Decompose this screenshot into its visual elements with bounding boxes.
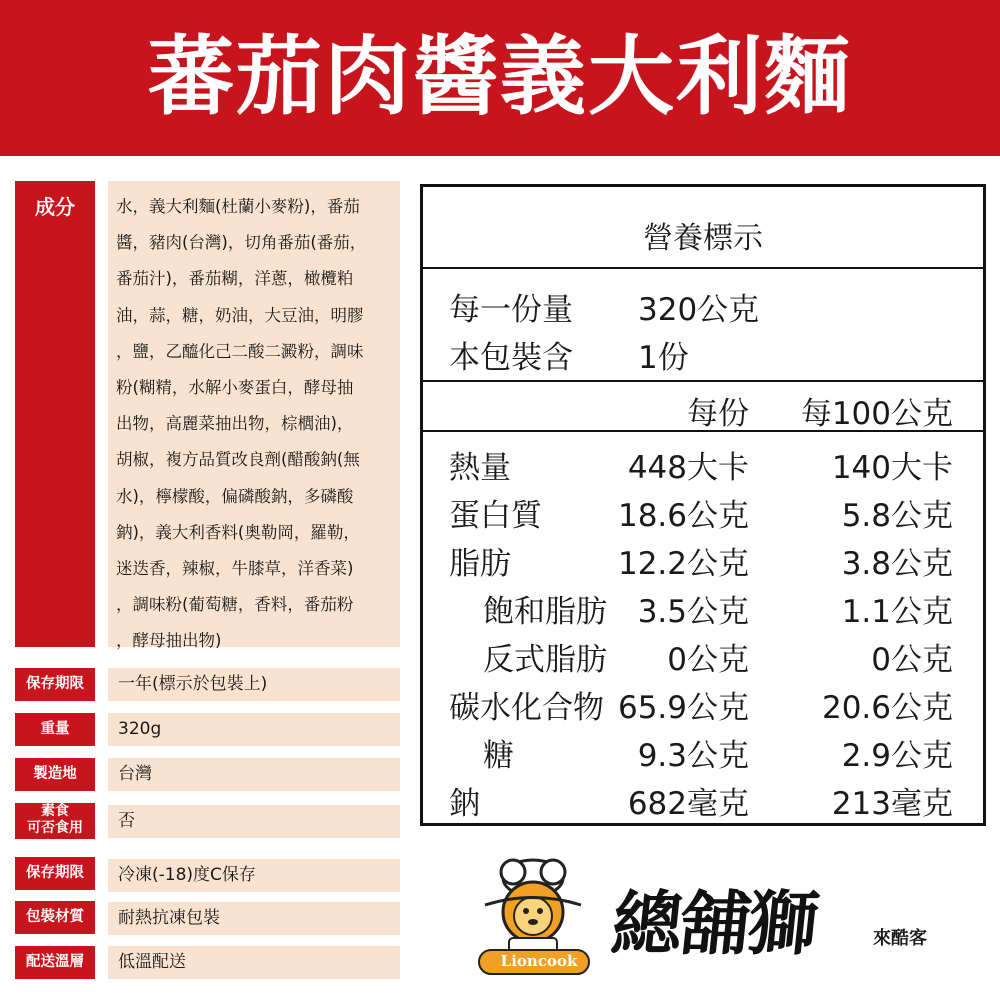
vegetarian-label-line1: 素食 (41, 803, 69, 819)
ingredients-line: 粉(糊精，水解小麥蛋白，酵母抽 (116, 378, 354, 398)
weight-value: 320g (108, 713, 400, 746)
ingredients-line: 番茄汁)，番茄糊，洋蔥，橄欖粕 (116, 269, 354, 289)
nutrient-name: 熱量 (449, 450, 511, 486)
nutrient-per-100g: 20.6公克 (821, 690, 953, 726)
nutrient-per-serving: 448大卡 (627, 450, 749, 486)
weight-label: 重量 (15, 713, 95, 746)
divider (423, 267, 983, 269)
ingredients-line: 油，蒜，糖，奶油，大豆油，明膠 (116, 305, 364, 325)
ingredients-label-text: 成分 (35, 195, 75, 219)
nutrient-name: 碳水化合物 (449, 690, 604, 726)
ingredients-line: ，調味粉(葡萄糖，香料，番茄粉 (116, 595, 354, 615)
col-per-100g: 每100公克 (800, 396, 953, 432)
storage-label: 保存期限 (15, 857, 95, 890)
package-value: 1份 (638, 340, 689, 376)
nutrient-per-100g: 0公克 (871, 642, 953, 678)
nutrient-name: 飽和脂肪 (483, 594, 607, 630)
nutrient-per-serving: 12.2公克 (617, 546, 749, 582)
nutrient-name: 蛋白質 (449, 498, 542, 534)
shelf-life-label: 保存期限 (15, 668, 95, 701)
nutrient-per-100g: 2.9公克 (841, 738, 953, 774)
ingredients-line: 胡椒，複方品質改良劑(醋酸鈉(無 (116, 450, 360, 470)
nutrient-per-serving: 65.9公克 (617, 690, 749, 726)
nutrient-per-100g: 1.1公克 (841, 594, 953, 630)
ingredients-label (15, 181, 95, 647)
shelf-life-value: 一年(標示於包裝上) (108, 668, 400, 701)
serving-value: 320公克 (638, 292, 760, 328)
serving-label: 每一份量 (449, 292, 573, 328)
nutrient-name: 糖 (483, 738, 514, 774)
origin-value: 台灣 (108, 758, 400, 791)
nutrient-per-serving: 9.3公克 (637, 738, 749, 774)
divider (423, 430, 983, 432)
nutrient-per-serving: 3.5公克 (637, 594, 749, 630)
divider (423, 380, 983, 382)
nutrient-per-100g: 213毫克 (831, 786, 953, 822)
nutrient-per-serving: 0公克 (667, 642, 749, 678)
packaging-label: 包裝材質 (15, 901, 95, 934)
header-banner (0, 0, 1000, 156)
brand-subtitle: 來酷客 (873, 928, 927, 949)
nutrient-name: 鈉 (449, 786, 480, 822)
nutrient-per-100g: 3.8公克 (841, 546, 953, 582)
ingredients-line: 水，義大利麵(杜蘭小麥粉)，番茄 (116, 197, 360, 216)
vegetarian-label (15, 803, 95, 839)
nutrition-title: 營養標示 (643, 221, 763, 256)
storage-value: 冷凍(-18)度C保存 (108, 859, 400, 892)
ingredients-text (108, 181, 400, 651)
nutrient-per-serving: 682毫克 (627, 786, 749, 822)
ingredients-line: 水)，檸檬酸，偏磷酸鈉，多磷酸 (116, 486, 354, 506)
ingredients-line: 迷迭香，辣椒，牛膝草，洋香菜) (116, 559, 354, 579)
col-per-serving: 每份 (687, 396, 749, 432)
delivery-temp-value: 低溫配送 (108, 946, 400, 979)
package-label: 本包裝含 (449, 340, 573, 376)
brand-logo (465, 850, 965, 990)
ingredients-line: 醬，豬肉(台灣)，切角番茄(番茄， (116, 233, 367, 253)
delivery-temp-label: 配送溫層 (15, 946, 95, 979)
nutrient-per-serving: 18.6公克 (617, 498, 749, 534)
brand-name: 總舖獅 (608, 882, 821, 965)
ingredients-line: 出物，高麗菜抽出物，棕櫚油)， (116, 414, 354, 434)
ingredients-line: 鈉)，義大利香料(奧勒岡，羅勒， (116, 522, 360, 542)
nutrient-per-100g: 5.8公克 (841, 498, 953, 534)
nutrient-name: 脂肪 (449, 546, 511, 582)
origin-label: 製造地 (15, 758, 95, 791)
ingredients-line: ，酵母抽出物) (116, 631, 222, 651)
logo-badge-text: Lioncook (500, 952, 578, 970)
packaging-value: 耐熱抗凍包裝 (108, 902, 400, 935)
nutrition-table (420, 184, 986, 826)
page-title: 蕃茄肉醬義大利麵 (148, 27, 852, 127)
nutrient-name: 反式脂肪 (483, 642, 607, 678)
ingredients-line: ，鹽，乙醯化己二酸二澱粉，調味 (116, 341, 364, 361)
vegetarian-label-line2: 可否食用 (27, 820, 83, 836)
nutrient-per-100g: 140大卡 (831, 450, 953, 486)
vegetarian-value: 否 (108, 805, 400, 838)
